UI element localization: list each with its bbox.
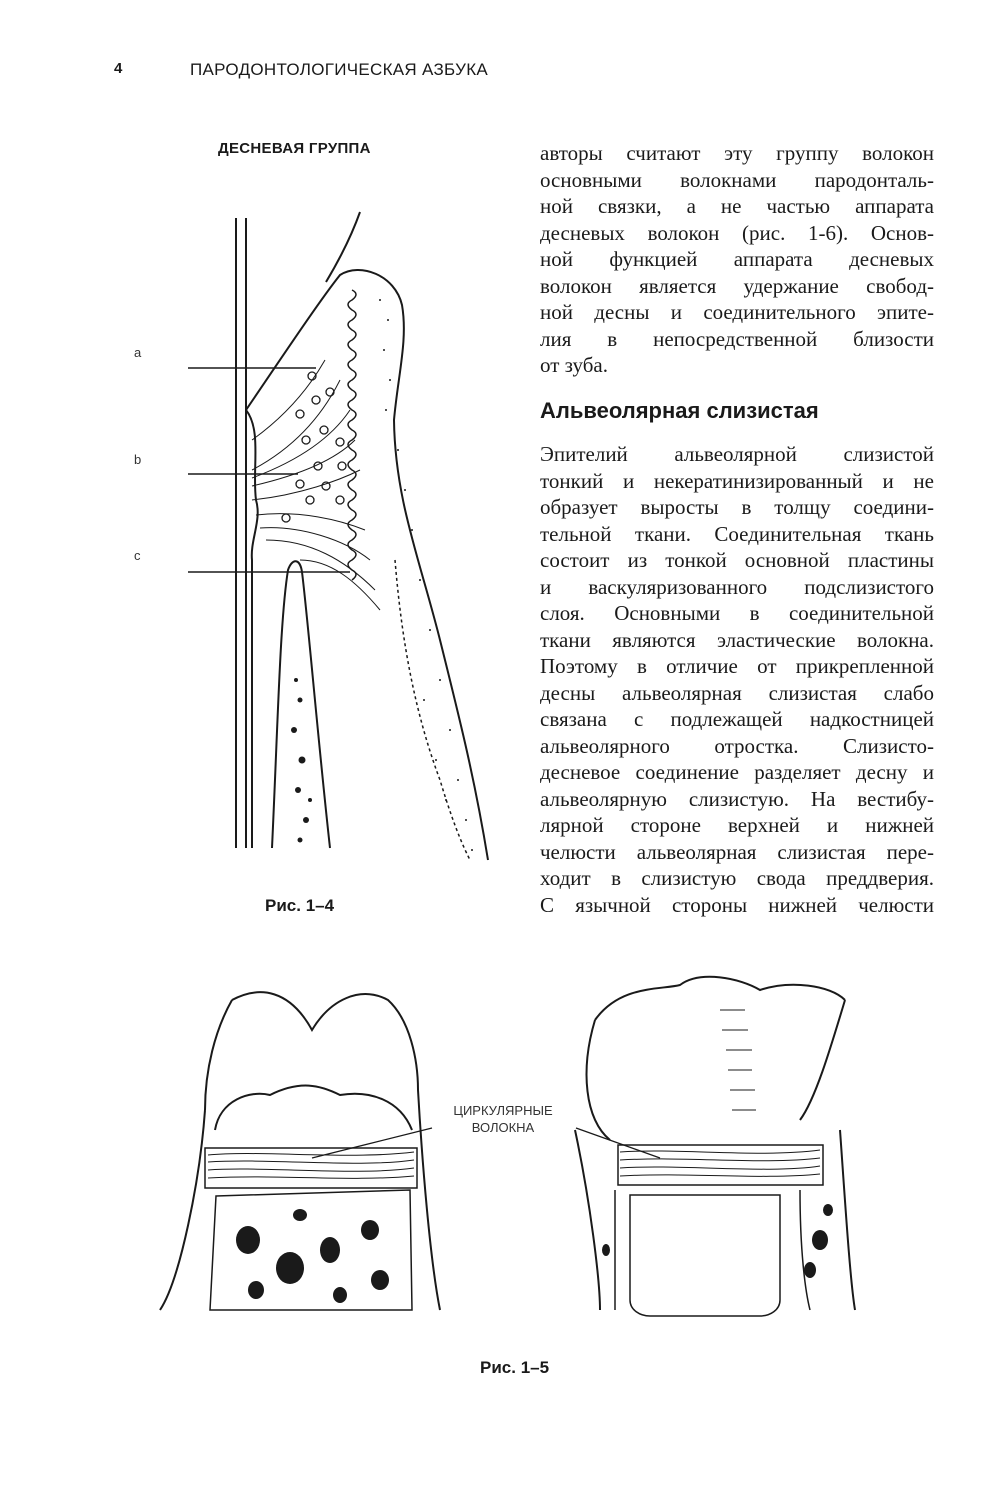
text-line: десневое соединение разделяет десну и	[540, 760, 934, 784]
figure-1-5-drawing	[160, 977, 855, 1316]
text-line: волокон является удержание свобод-	[540, 273, 934, 298]
text-line: челюсти альвеолярная слизистая пере-	[540, 839, 934, 864]
circular-fibers-label-line2: ВОЛОКНА	[471, 1120, 535, 1135]
figure-1-4-heading: ДЕСНЕВАЯ ГРУППА	[218, 140, 371, 157]
circular-fibers-label-line1: ЦИРКУЛЯРНЫЕ	[453, 1103, 553, 1118]
figure-1-5-caption: Рис. 1–5	[480, 1358, 550, 1377]
text-line: тонкий и некератинизированный и не	[540, 468, 934, 493]
figure-label-a: a	[134, 345, 142, 360]
text-line: лярной стороне верхней и нижней	[540, 813, 934, 837]
paragraph-continuation	[540, 140, 934, 379]
text-line: слоя. Основными в соединительной	[540, 601, 934, 625]
text-line: и васкуляризованного подслизистого	[540, 574, 934, 599]
text-line: С язычной стороны нижней челюсти	[540, 892, 934, 917]
figure-1-4-caption: Рис. 1–4	[265, 896, 335, 915]
text-line: десневых волокон (рис. 1-6). Основ-	[540, 220, 934, 245]
text-line: десны альвеолярная слизистая слабо	[540, 680, 934, 705]
paragraph-body	[540, 441, 934, 918]
text-line: альвеолярного отростка. Слизисто-	[540, 733, 934, 758]
text-line: альвеолярную слизистую. На вестибу-	[540, 786, 934, 811]
text-line: от зуба.	[540, 353, 608, 377]
text-line: связана с подлежащей надкостницей	[540, 707, 934, 731]
text-line: авторы считают эту группу волокон	[540, 141, 934, 165]
text-line: ходит в слизистую свода преддверия.	[540, 866, 934, 890]
text-line: образует выросты в толщу соедини-	[540, 495, 934, 519]
page-number: 4	[114, 60, 123, 77]
text-line: состоит из тонкой основной пластины	[540, 548, 934, 572]
figure-1-4-drawing	[188, 212, 488, 860]
text-line: ткани являются эластические волокна.	[540, 627, 934, 652]
figure-label-c: c	[134, 548, 141, 563]
text-line: Эпителий альвеолярной слизистой	[540, 442, 934, 466]
running-title: ПАРОДОНТОЛОГИЧЕСКАЯ АЗБУКА	[190, 60, 489, 79]
figure-label-b: b	[134, 452, 142, 467]
text-line: Поэтому в отличие от прикрепленной	[540, 654, 934, 678]
text-line: основными волокнами пародонталь-	[540, 167, 934, 192]
text-line: ной функцией аппарата десневых	[540, 247, 934, 271]
text-line: ной десны и соединительного эпите-	[540, 300, 934, 324]
text-line: лия в непосредственной близости	[540, 326, 934, 351]
circular-fibers-label	[440, 1102, 566, 1136]
section-heading: Альвеолярная слизистая	[540, 398, 819, 423]
text-line: ной связки, а не частью аппарата	[540, 194, 934, 218]
text-line: тельной ткани. Соединительная ткань	[540, 521, 934, 546]
